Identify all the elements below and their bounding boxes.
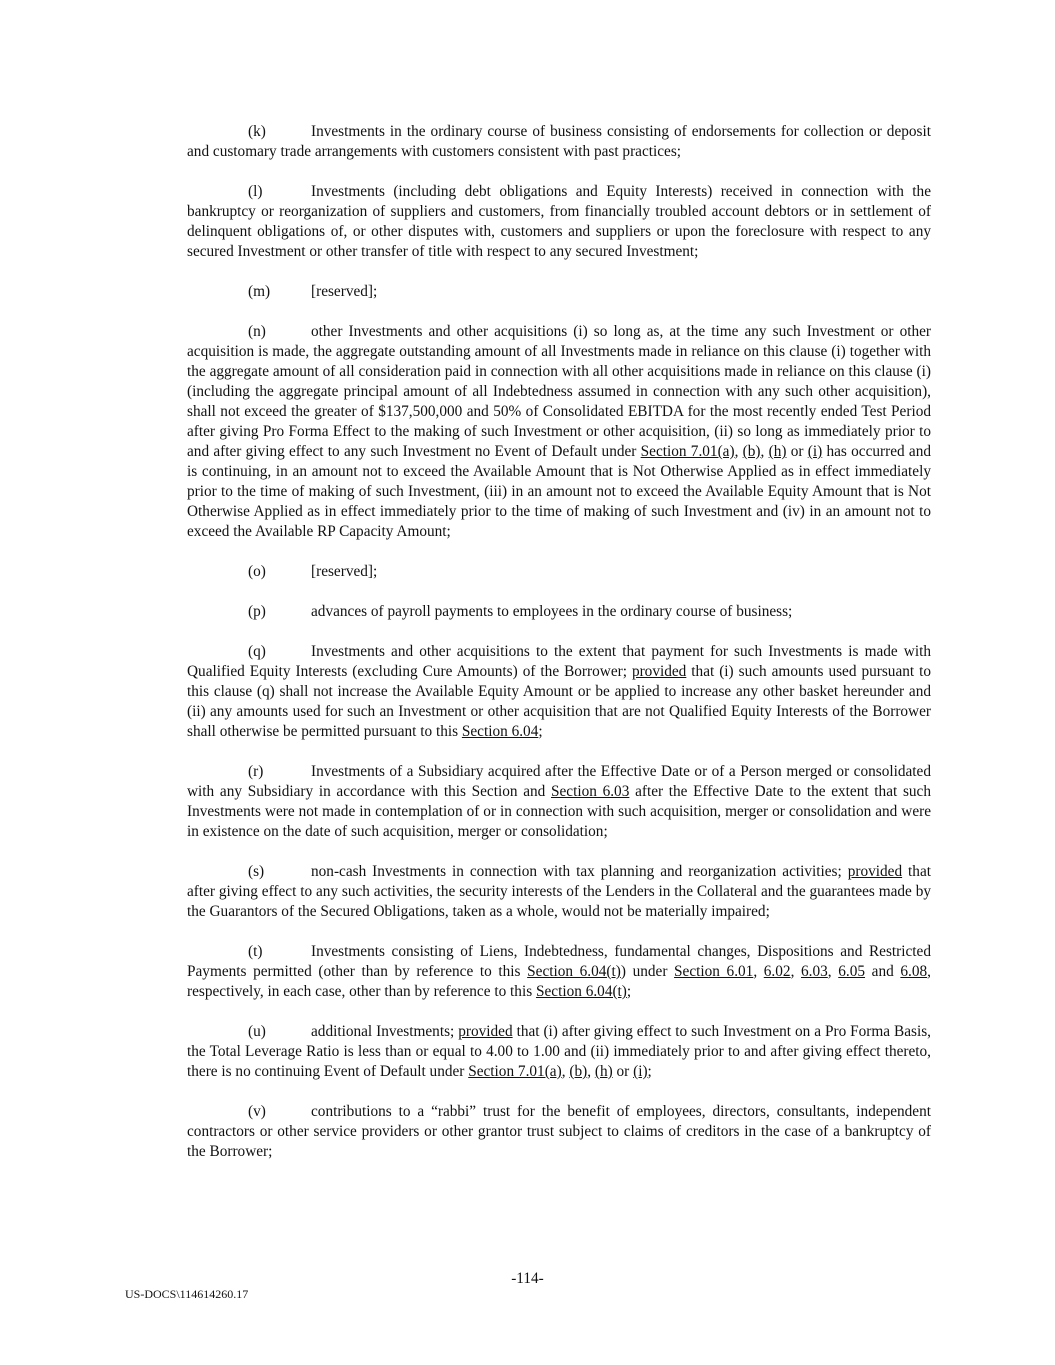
- clause-label: (o): [248, 563, 266, 580]
- clause-paragraph: [187, 862, 931, 922]
- cross-reference: (h): [768, 443, 787, 460]
- clause-text: ,: [734, 443, 743, 460]
- clause-paragraph: [187, 642, 931, 742]
- clause-label: (n): [248, 323, 266, 340]
- cross-reference: Section 7.01(a): [468, 1063, 562, 1080]
- clause-text: and: [865, 963, 901, 980]
- page-number: -114-: [511, 1270, 544, 1287]
- cross-reference: 6.02: [763, 963, 791, 980]
- clause-text: , respectively, in each case, other than by reference to this: [187, 963, 931, 1000]
- cross-reference: provided: [458, 1023, 513, 1040]
- clause-label: (l): [248, 183, 263, 200]
- clause-text: Investments consisting of Liens, Indebtedness, fundamental changes, Dispositions and Restricted Payments permitted (other than by reference to this: [187, 943, 931, 980]
- clause-text: contributions to a “rabbi” trust for the benefit of employees, directors, consultants, independent contractors or other service providers or other grantor trust subject to claims of creditors in the case of a bankruptcy of the Borrower;: [187, 1103, 931, 1160]
- clause-text: ) under: [620, 963, 675, 980]
- cross-reference: (i): [633, 1063, 648, 1080]
- cross-reference: Section 6.04(t): [527, 963, 621, 980]
- clause-text: that after giving effect to any such activities, the security interests of the Lenders in the Collateral and the guarantees made by the Guarantors of the Secured Obligations, taken as a whole, would not be materially impaired;: [187, 863, 931, 920]
- clause-label: (r): [248, 763, 264, 780]
- clause-label: (t): [248, 943, 263, 960]
- clause-paragraph: [187, 322, 931, 542]
- cross-reference: (h): [594, 1063, 613, 1080]
- cross-reference: provided: [847, 863, 903, 880]
- clause-paragraph: [187, 122, 931, 162]
- clause-label: (q): [248, 643, 266, 660]
- clause-paragraph: [187, 762, 931, 842]
- clause-text: Investments in the ordinary course of business consisting of endorsements for collection or deposit and customary trade arrangements with customers consistent with past practices;: [187, 123, 931, 160]
- clause-text: Investments and other acquisitions to the extent that payment for such Investments is made with Qualified Equity Interests (excluding Cure Amounts) of the Borrower;: [187, 643, 931, 680]
- clause-label: (s): [248, 863, 265, 880]
- cross-reference: Section 6.04: [461, 723, 539, 740]
- clause-text: has occurred and is continuing, in an amount not to exceed the Available Amount that is Not Otherwise Applied as in effect immediately prior to the time of making of such Investment, (iii) in an amount not to exceed the Available Equity Amount that is Not Otherwise Applied as in effect immediately prior to the time of making of such Investment and (iv) in an amount not to exceed the Available RP Capacity Amount;: [187, 443, 932, 540]
- document-id: US-DOCS\114614260.17: [125, 1287, 249, 1301]
- clause-text: or: [612, 1063, 634, 1080]
- clause-text: or: [786, 443, 808, 460]
- clause-label: (p): [248, 603, 266, 620]
- cross-reference: (b): [742, 443, 761, 460]
- cross-reference: provided: [631, 663, 687, 680]
- clause-paragraph: [187, 602, 931, 622]
- cross-reference: 6.03: [801, 963, 828, 980]
- clause-paragraph: [187, 562, 931, 582]
- clause-text: ;: [538, 723, 543, 740]
- clause-paragraph: [187, 942, 931, 1002]
- clause-paragraph: [187, 1022, 931, 1082]
- clause-label: (k): [248, 123, 266, 140]
- cross-reference: Section 6.04(t): [535, 983, 627, 1000]
- clause-text: ,: [561, 1063, 570, 1080]
- clause-text: advances of payroll payments to employees in the ordinary course of business;: [311, 603, 793, 620]
- clause-text: ,: [760, 443, 769, 460]
- clause-label: (v): [248, 1103, 266, 1120]
- clause-paragraph: [187, 182, 931, 262]
- cross-reference: (i): [807, 443, 823, 460]
- document-body: [187, 122, 931, 1182]
- clause-text: ,: [790, 963, 802, 980]
- clause-paragraph: [187, 282, 931, 302]
- clause-text: after the Effective Date to the extent that such Investments were not made in contemplation of or in connection with such acquisition, merger or consolidation and were in existence on the date of such acquisition, merger or consolidation;: [187, 783, 931, 840]
- clause-label: (u): [248, 1023, 266, 1040]
- clause-text: that (i) such amounts used pursuant to this clause (q) shall not increase the Available Equity Amount or be applied to increase any other basket hereunder and (ii) any amounts used for such an Investment or other acquisition that are not Qualified Equity Interests of the Borrower shall otherwise be permitted pursuant to this: [187, 663, 932, 740]
- clause-text: [reserved];: [311, 563, 378, 580]
- clause-text: ;: [626, 983, 632, 1000]
- clause-text: non-cash Investments in connection with tax planning and reorganization activities;: [311, 863, 848, 880]
- cross-reference: 6.05: [838, 963, 866, 980]
- clause-text: additional Investments;: [311, 1023, 459, 1040]
- clause-text: Investments of a Subsidiary acquired after the Effective Date or of a Person merged or consolidated with any Subsidiary in accordance with this Section and: [187, 763, 931, 800]
- cross-reference: Section 6.01: [674, 963, 754, 980]
- clause-text: ,: [587, 1063, 595, 1080]
- clause-text: ,: [753, 963, 764, 980]
- cross-reference: Section 6.03: [551, 783, 630, 800]
- clause-text: Investments (including debt obligations and Equity Interests) received in connection with the bankruptcy or reorganization of suppliers and customers, from financially troubled account debtors or in settlement of delinquent obligations of, or other disputes with, customers and suppliers or upon the foreclosure with respect to any secured Investment or other transfer of title with respect to any secured Investment;: [187, 183, 931, 260]
- cross-reference: 6.08: [900, 963, 928, 980]
- clause-text: ,: [827, 963, 839, 980]
- clause-text: that (i) after giving effect to such Investment on a Pro Forma Basis, the Total Leverage Ratio is less than or equal to 4.00 to 1.00 and (ii) immediately prior to and after giving effect thereto, there is no continuing Event of Default under: [187, 1023, 931, 1080]
- cross-reference: Section 7.01(a): [640, 443, 735, 460]
- clause-label: (m): [248, 283, 271, 300]
- clause-text: [reserved];: [311, 283, 378, 300]
- clause-text: other Investments and other acquisitions (i) so long as, at the time any such Investment or other acquisition is made, the aggregate outstanding amount of all Investments made in reliance on this clause (i) together with the aggregate amount of all consideration paid in connection with all other acquisitions made in reliance on this clause (i) (including the aggregate principal amount of all Indebtedness assumed in connection with any such other acquisition), shall not exceed the greater of $137,500,000 and 50% of Consolidated EBITDA for the most recently ended Test Period after giving Pro Forma Effect to the making of such Investment or other acquisition, (ii) so long as immediately prior to and after giving effect to any such Investment no Event of Default under: [187, 323, 931, 460]
- cross-reference: (b): [569, 1063, 588, 1080]
- clause-paragraph: [187, 1102, 931, 1162]
- clause-text: ;: [647, 1063, 652, 1080]
